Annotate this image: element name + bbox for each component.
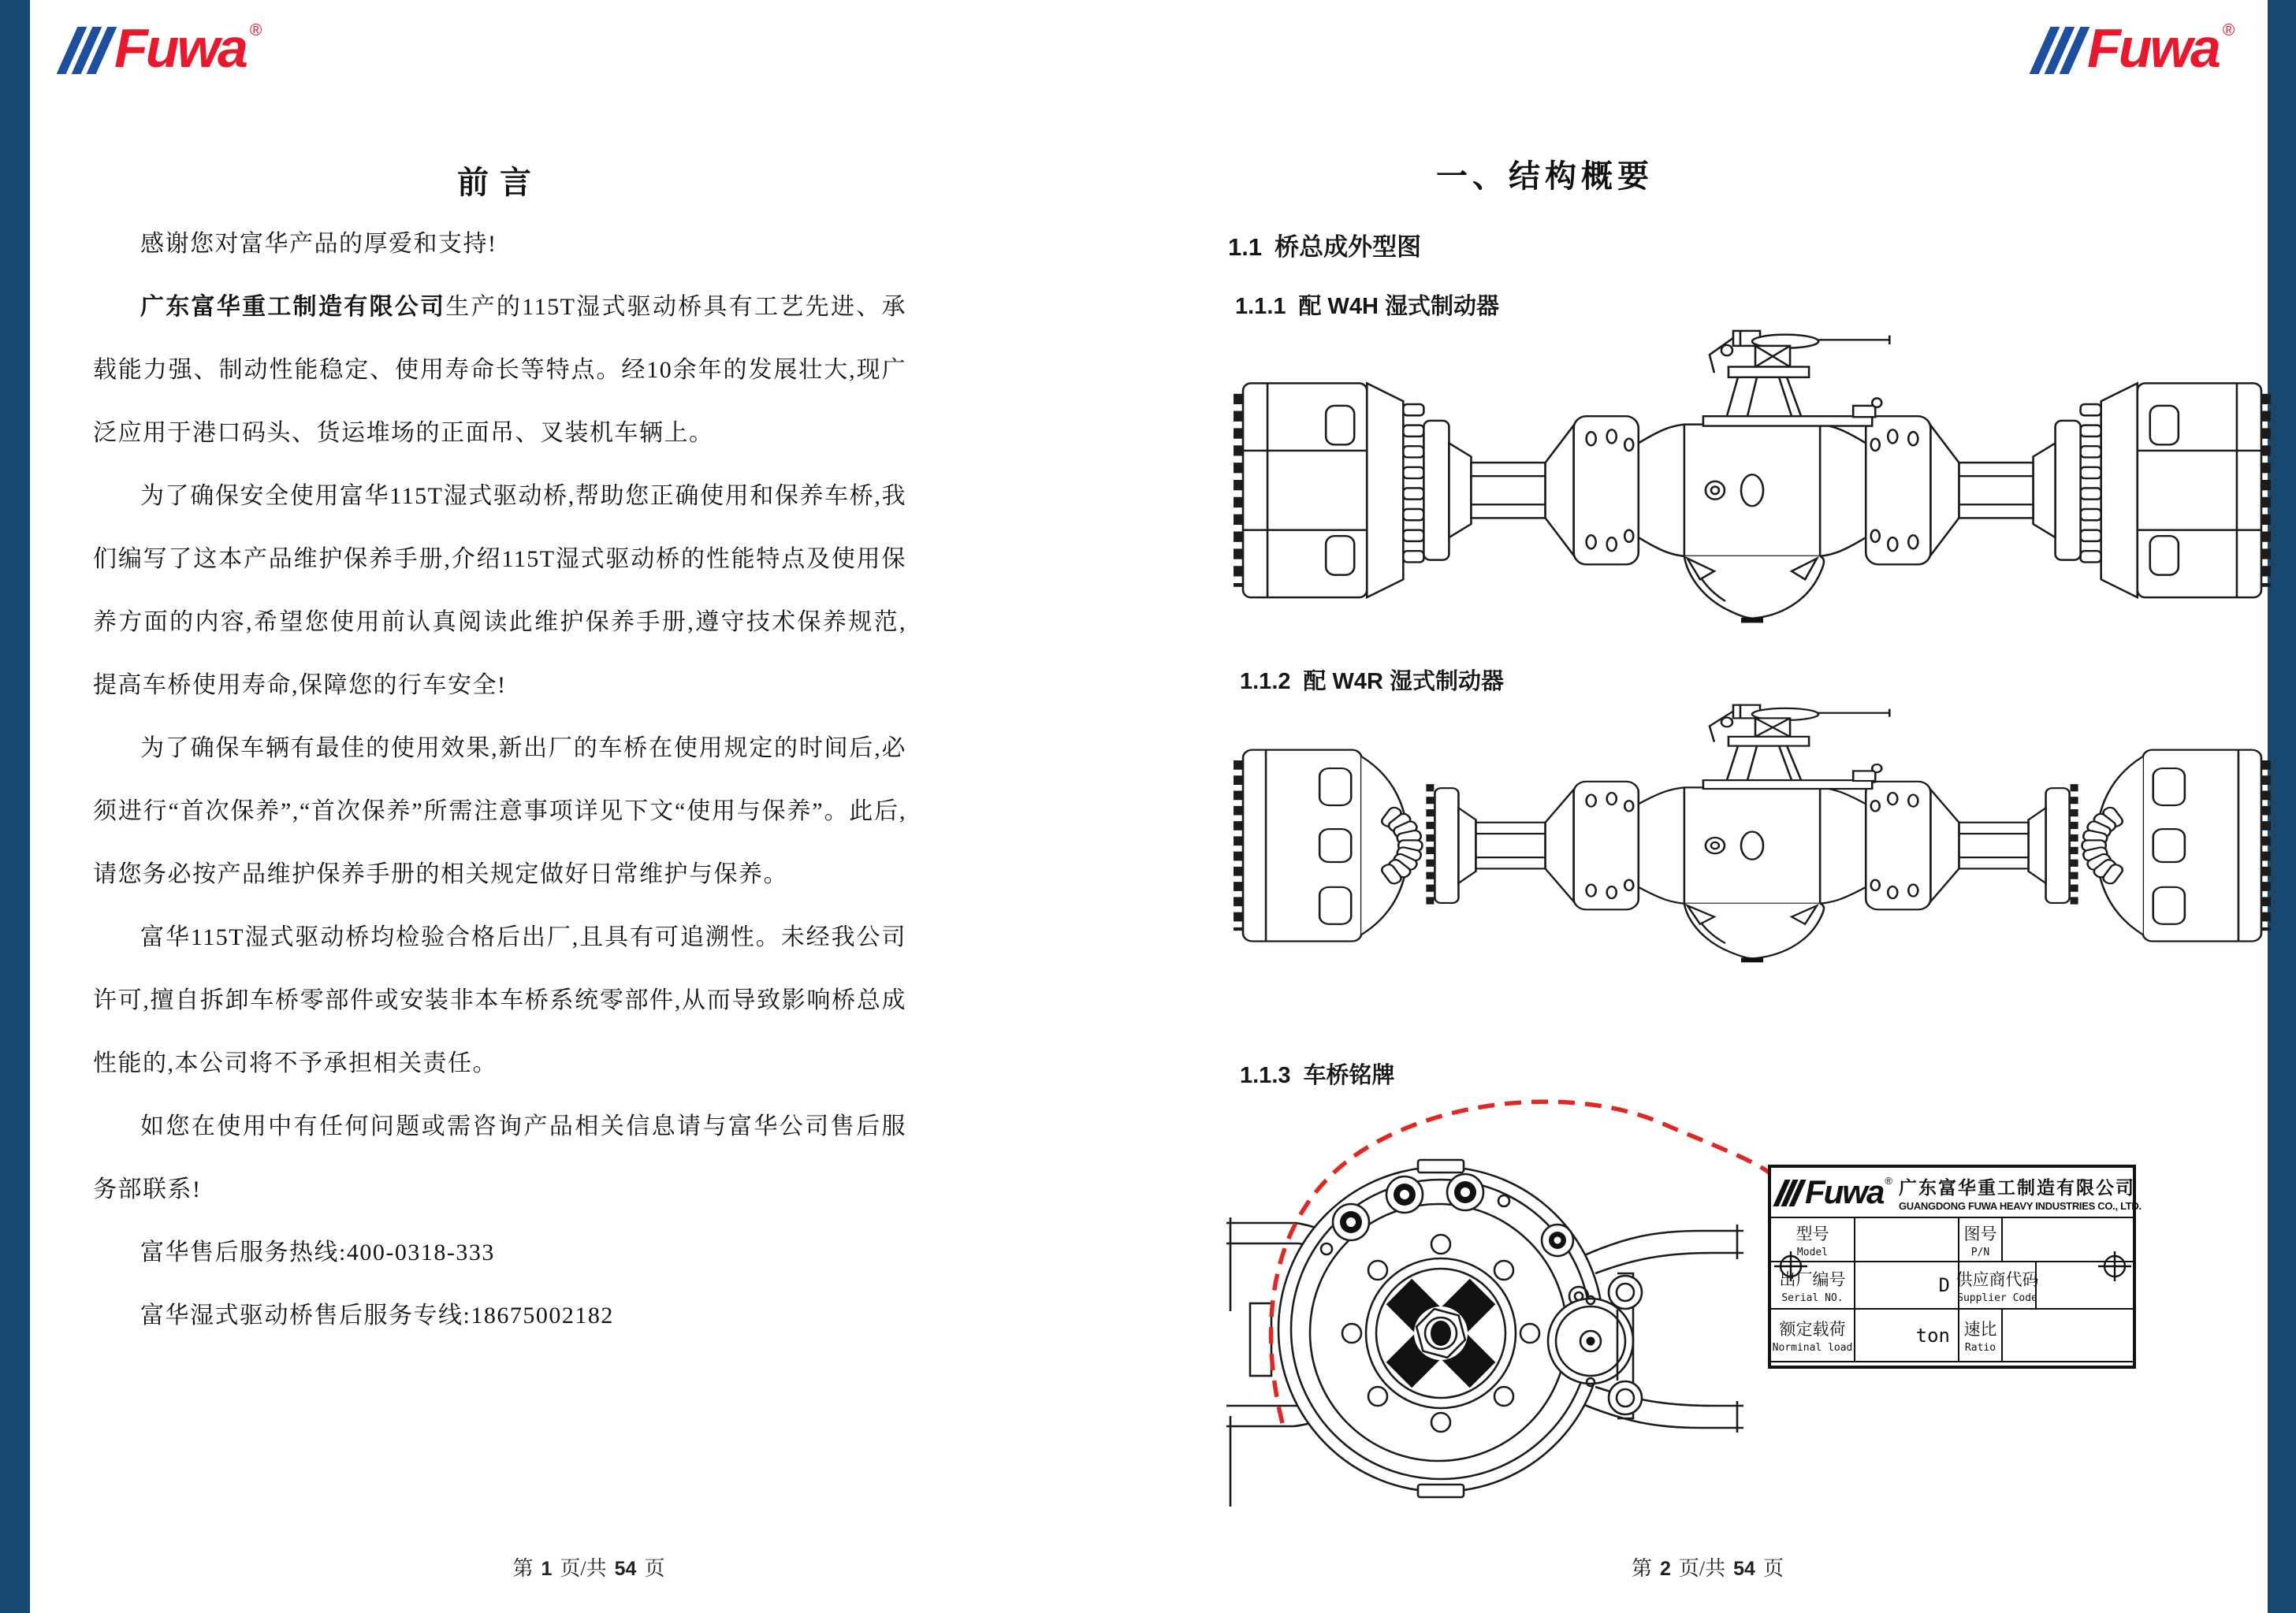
supplier-code-value bbox=[2037, 1262, 2133, 1308]
service-hotline-line: 富华售后服务热线:400-0318-333 bbox=[140, 1239, 495, 1265]
registered-trademark-icon: ® bbox=[249, 21, 262, 39]
paragraph: 如您在使用中有任何问题或需咨询产品相关信息请与富华公司售后服务部联系! bbox=[93, 1113, 906, 1202]
fuwa-logo bbox=[2040, 17, 2235, 79]
company-name-en: GUANGDONG FUWA HEAVY INDUSTRIES CO., LTD. bbox=[1898, 1199, 2142, 1212]
preface-body bbox=[93, 213, 906, 1347]
pn-value bbox=[2003, 1218, 2133, 1261]
nameplate-header bbox=[1771, 1168, 2142, 1218]
section-1-1-2-heading: 1.1.2 配 W4R 湿式制动器 bbox=[1240, 669, 1505, 694]
model-value bbox=[1855, 1218, 1959, 1261]
nameplate-row-model: 型号 Model 图号 P/N bbox=[1771, 1218, 2133, 1262]
fuwa-logo-stripes-icon bbox=[2030, 27, 2090, 74]
ratio-value bbox=[2003, 1310, 2133, 1361]
section-1-1-heading: 1.1 桥总成外型图 bbox=[1228, 233, 1422, 261]
fuwa-logo-text: Fuwa bbox=[114, 17, 246, 79]
section-1-1-1-heading: 1.1.1 配 W4H 湿式制动器 bbox=[1235, 294, 1500, 319]
company-name-bold: 广东富华重工制造有限公司 bbox=[140, 294, 446, 320]
fuwa-logo-stripes-icon bbox=[1773, 1180, 1806, 1206]
paragraph: 感谢您对富华产品的厚爱和支持! bbox=[140, 231, 497, 257]
left-margin-bar bbox=[0, 0, 30, 1613]
fuwa-logo-black: Fuwa ® bbox=[1779, 1176, 1892, 1209]
paragraph: 为了确保车辆有最佳的使用效果,新出厂的车桥在使用规定的时间后,必须进行“首次保养”,“首次保养”所需注意事项详见下文“使用与保养”。此后,请您务必按产品维护保养手册的相关规定做好日常维护与保养。 bbox=[93, 735, 906, 887]
company-name-zh: 广东富华重工制造有限公司 bbox=[1898, 1176, 2135, 1198]
fuwa-logo bbox=[67, 17, 262, 79]
paragraph: 富华115T湿式驱动桥均检验合格后出厂,且具有可追溯性。未经我公司许可,擅自拆卸车桥零部件或安装非本车桥系统零部件,从而导致影响桥总成性能的,本公司将不予承担相关责任。 bbox=[93, 924, 906, 1076]
total-pages: 54 bbox=[1733, 1558, 1755, 1580]
page-number: 1 bbox=[541, 1558, 553, 1580]
axle-assembly-w4h-drawing bbox=[1231, 329, 2273, 629]
nameplate-row-serial: 出厂编号 Serial NO. D 供应商代码 Supplier Code bbox=[1771, 1262, 2133, 1310]
nameplate-row-load: 额定载荷 Norminal load ton 速比 Ratio bbox=[1771, 1310, 2133, 1362]
page-2-structure-overview bbox=[1148, 0, 2268, 1613]
registered-trademark-icon: ® bbox=[1885, 1175, 1892, 1187]
page-1-preface bbox=[30, 0, 1148, 1613]
page-footer-1: 第 1 页/共 54 页 bbox=[512, 1557, 665, 1580]
total-pages: 54 bbox=[614, 1558, 637, 1580]
paragraph: 广东富华重工制造有限公司生产的115T湿式驱动桥具有工艺先进、承载能力强、制动性能稳定、使用寿命长等特点。经10余年的发展壮大,现广泛应用于港口码头、货运堆场的正面吊、叉装机车辆上。 bbox=[93, 294, 907, 446]
chapter-title: 一、结构概要 bbox=[1436, 159, 1654, 194]
load-unit-value: ton bbox=[1855, 1310, 1959, 1361]
paragraph: 为了确保安全使用富华115T湿式驱动桥,帮助您正确使用和保养车桥,我们编写了这本产品维护保养手册,介绍115T湿式驱动桥的性能特点及使用保养方面的内容,希望您使用前认真阅读此维护保养手册,遵守技术保养规范,提高车桥使用寿命,保障您的行车安全! bbox=[93, 483, 906, 698]
section-1-1-3-heading: 1.1.3 车桥铭牌 bbox=[1240, 1063, 1395, 1088]
serial-value: D bbox=[1855, 1262, 1959, 1308]
page-title-preface: 前言 bbox=[457, 165, 542, 200]
fuwa-logo-text: Fuwa bbox=[2087, 17, 2219, 79]
axle-assembly-w4r-drawing bbox=[1231, 704, 2273, 968]
page-footer-2: 第 2 页/共 54 页 bbox=[1632, 1557, 1784, 1580]
axle-nameplate bbox=[1768, 1165, 2142, 1369]
fuwa-logo-stripes-icon bbox=[57, 27, 117, 74]
wet-axle-hotline-line: 富华湿式驱动桥售后服务专线:18675002182 bbox=[140, 1303, 614, 1329]
nameplate-callout-dashed-line bbox=[1249, 1078, 1785, 1436]
registered-trademark-icon: ® bbox=[2222, 21, 2235, 39]
page-number: 2 bbox=[1660, 1558, 1671, 1580]
